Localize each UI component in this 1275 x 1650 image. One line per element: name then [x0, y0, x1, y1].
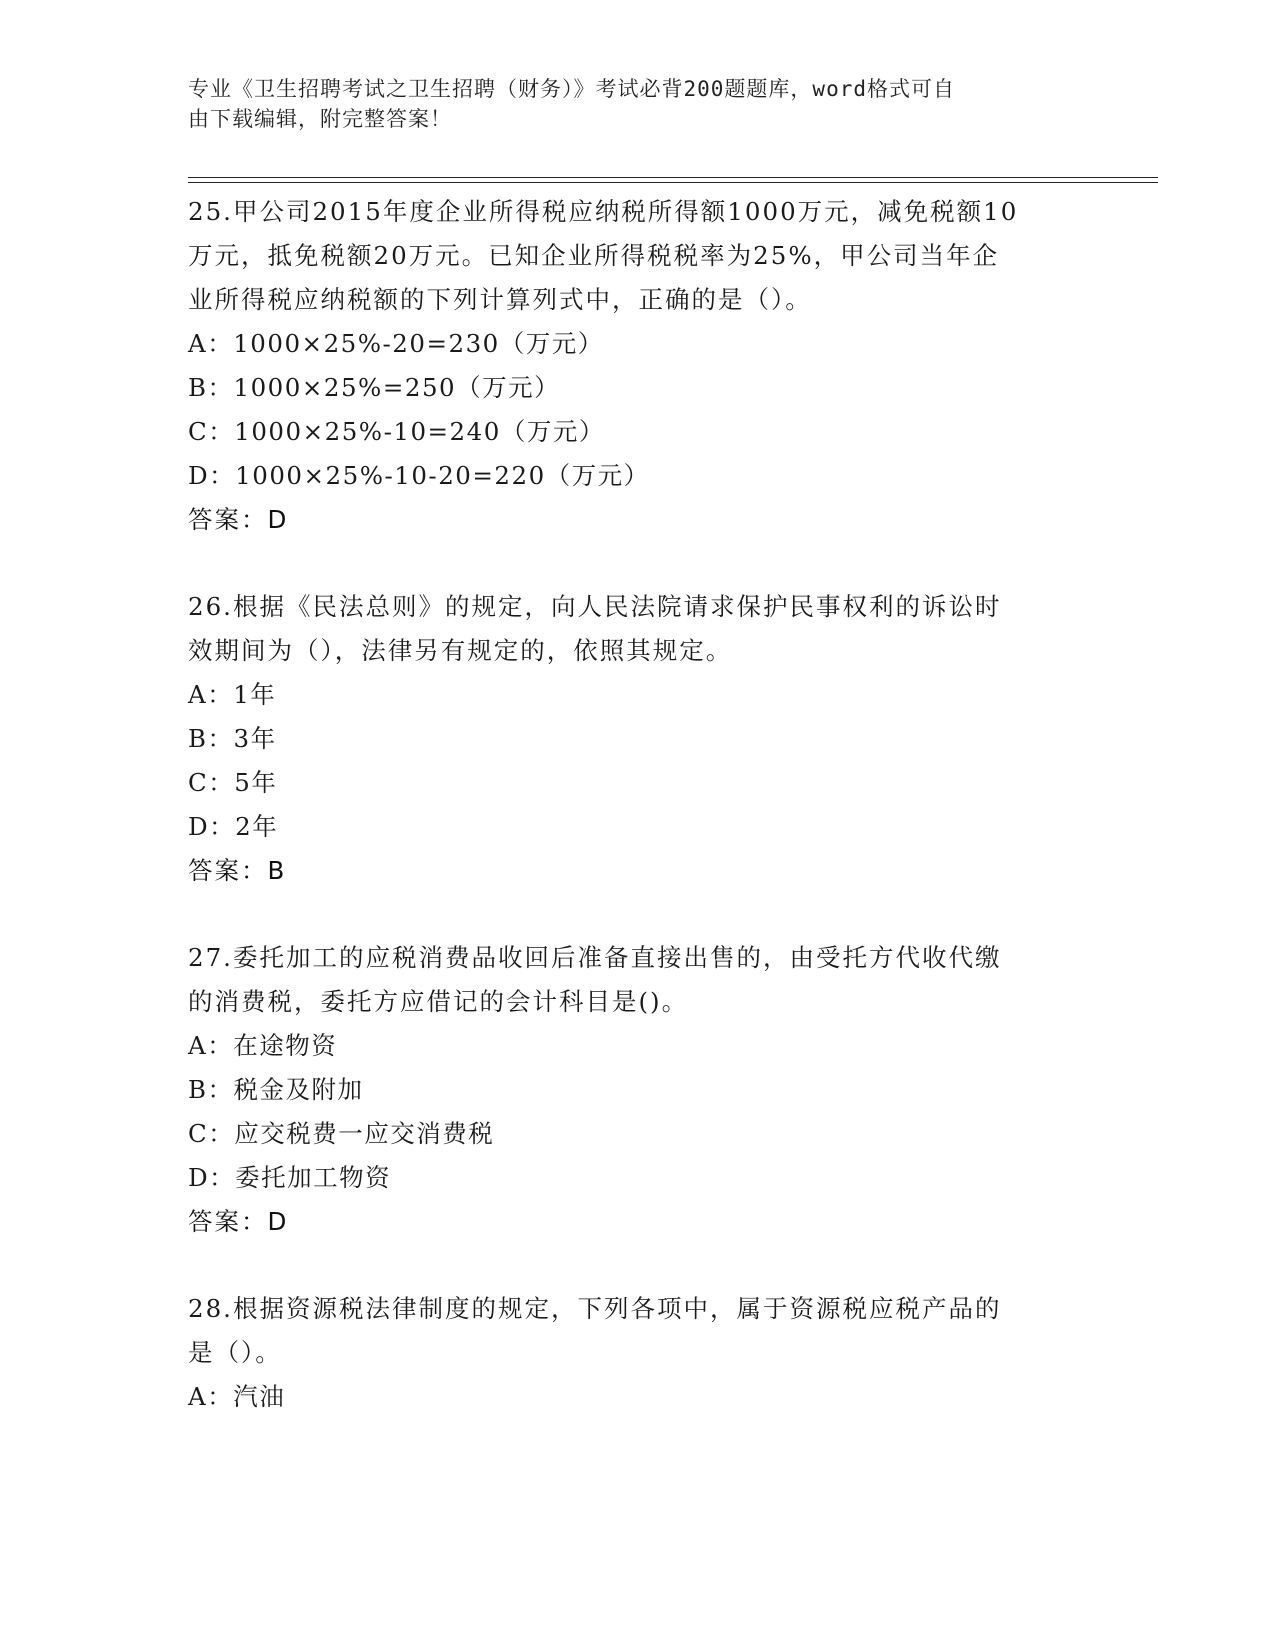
- answer: [188, 498, 1088, 542]
- question-stem: [188, 936, 1088, 1024]
- option-d: D：1000×25%-10-20=220（万元）: [188, 461, 650, 490]
- answer-value: D: [267, 505, 288, 534]
- header-line: 由下载编辑，附完整答案！: [188, 107, 452, 131]
- question-28: [188, 1287, 1088, 1419]
- answer-value: B: [267, 856, 286, 885]
- option-b: B：1000×25%=250（万元）: [188, 373, 561, 402]
- question-stem: [188, 585, 1088, 673]
- answer: [188, 1200, 1088, 1244]
- stem-line: 万元，抵免税额20万元。已知企业所得税税率为25%，甲公司当年企: [188, 241, 1000, 270]
- question-27: [188, 936, 1088, 1244]
- option-b: B：税金及附加: [188, 1075, 364, 1104]
- stem-line: 是（）。: [188, 1338, 282, 1367]
- header-line: 专业《卫生招聘考试之卫生招聘（财务）》考试必背200题题库，word格式可自: [188, 77, 955, 101]
- stem-line: 的消费税，委托方应借记的会计科目是()。: [188, 987, 689, 1016]
- stem-line: 效期间为（），法律另有规定的，依照其规定。: [188, 636, 733, 665]
- option-c: C：应交税费一应交消费税: [188, 1119, 495, 1148]
- option-d: D：委托加工物资: [188, 1163, 392, 1192]
- option-c: C：1000×25%-10=240（万元）: [188, 417, 605, 446]
- header-divider: [188, 177, 1158, 178]
- option-a: A：1000×25%-20=230（万元）: [188, 329, 604, 358]
- stem-line: 26.根据《民法总则》的规定，向人民法院请求保护民事权利的诉讼时: [188, 592, 1002, 621]
- stem-line: 28.根据资源税法律制度的规定，下列各项中，属于资源税应税产品的: [188, 1294, 1002, 1323]
- document-header: [188, 74, 1088, 134]
- option-a: A：汽油: [188, 1382, 286, 1411]
- header-divider: [188, 182, 1158, 183]
- stem-line: 25.甲公司2015年度企业所得税应纳税所得额1000万元，减免税额10: [188, 197, 1019, 226]
- answer-value: D: [267, 1207, 288, 1236]
- answer: [188, 849, 1088, 893]
- question-stem: [188, 1287, 1088, 1375]
- answer-label: 答案：: [188, 856, 268, 885]
- option-a: A：1年: [188, 680, 277, 709]
- answer-label: 答案：: [188, 505, 268, 534]
- answer-label: 答案：: [188, 1207, 268, 1236]
- question-list: [188, 190, 1088, 1462]
- question-stem: [188, 190, 1088, 322]
- stem-line: 27.委托加工的应税消费品收回后准备直接出售的，由受托方代收代缴: [188, 943, 1002, 972]
- option-b: B：3年: [188, 724, 277, 753]
- stem-line: 业所得税应纳税额的下列计算列式中，正确的是（）。: [188, 285, 812, 314]
- question-26: [188, 585, 1088, 893]
- option-a: A：在途物资: [188, 1031, 338, 1060]
- option-d: D：2年: [188, 812, 279, 841]
- question-25: [188, 190, 1088, 542]
- option-c: C：5年: [188, 768, 278, 797]
